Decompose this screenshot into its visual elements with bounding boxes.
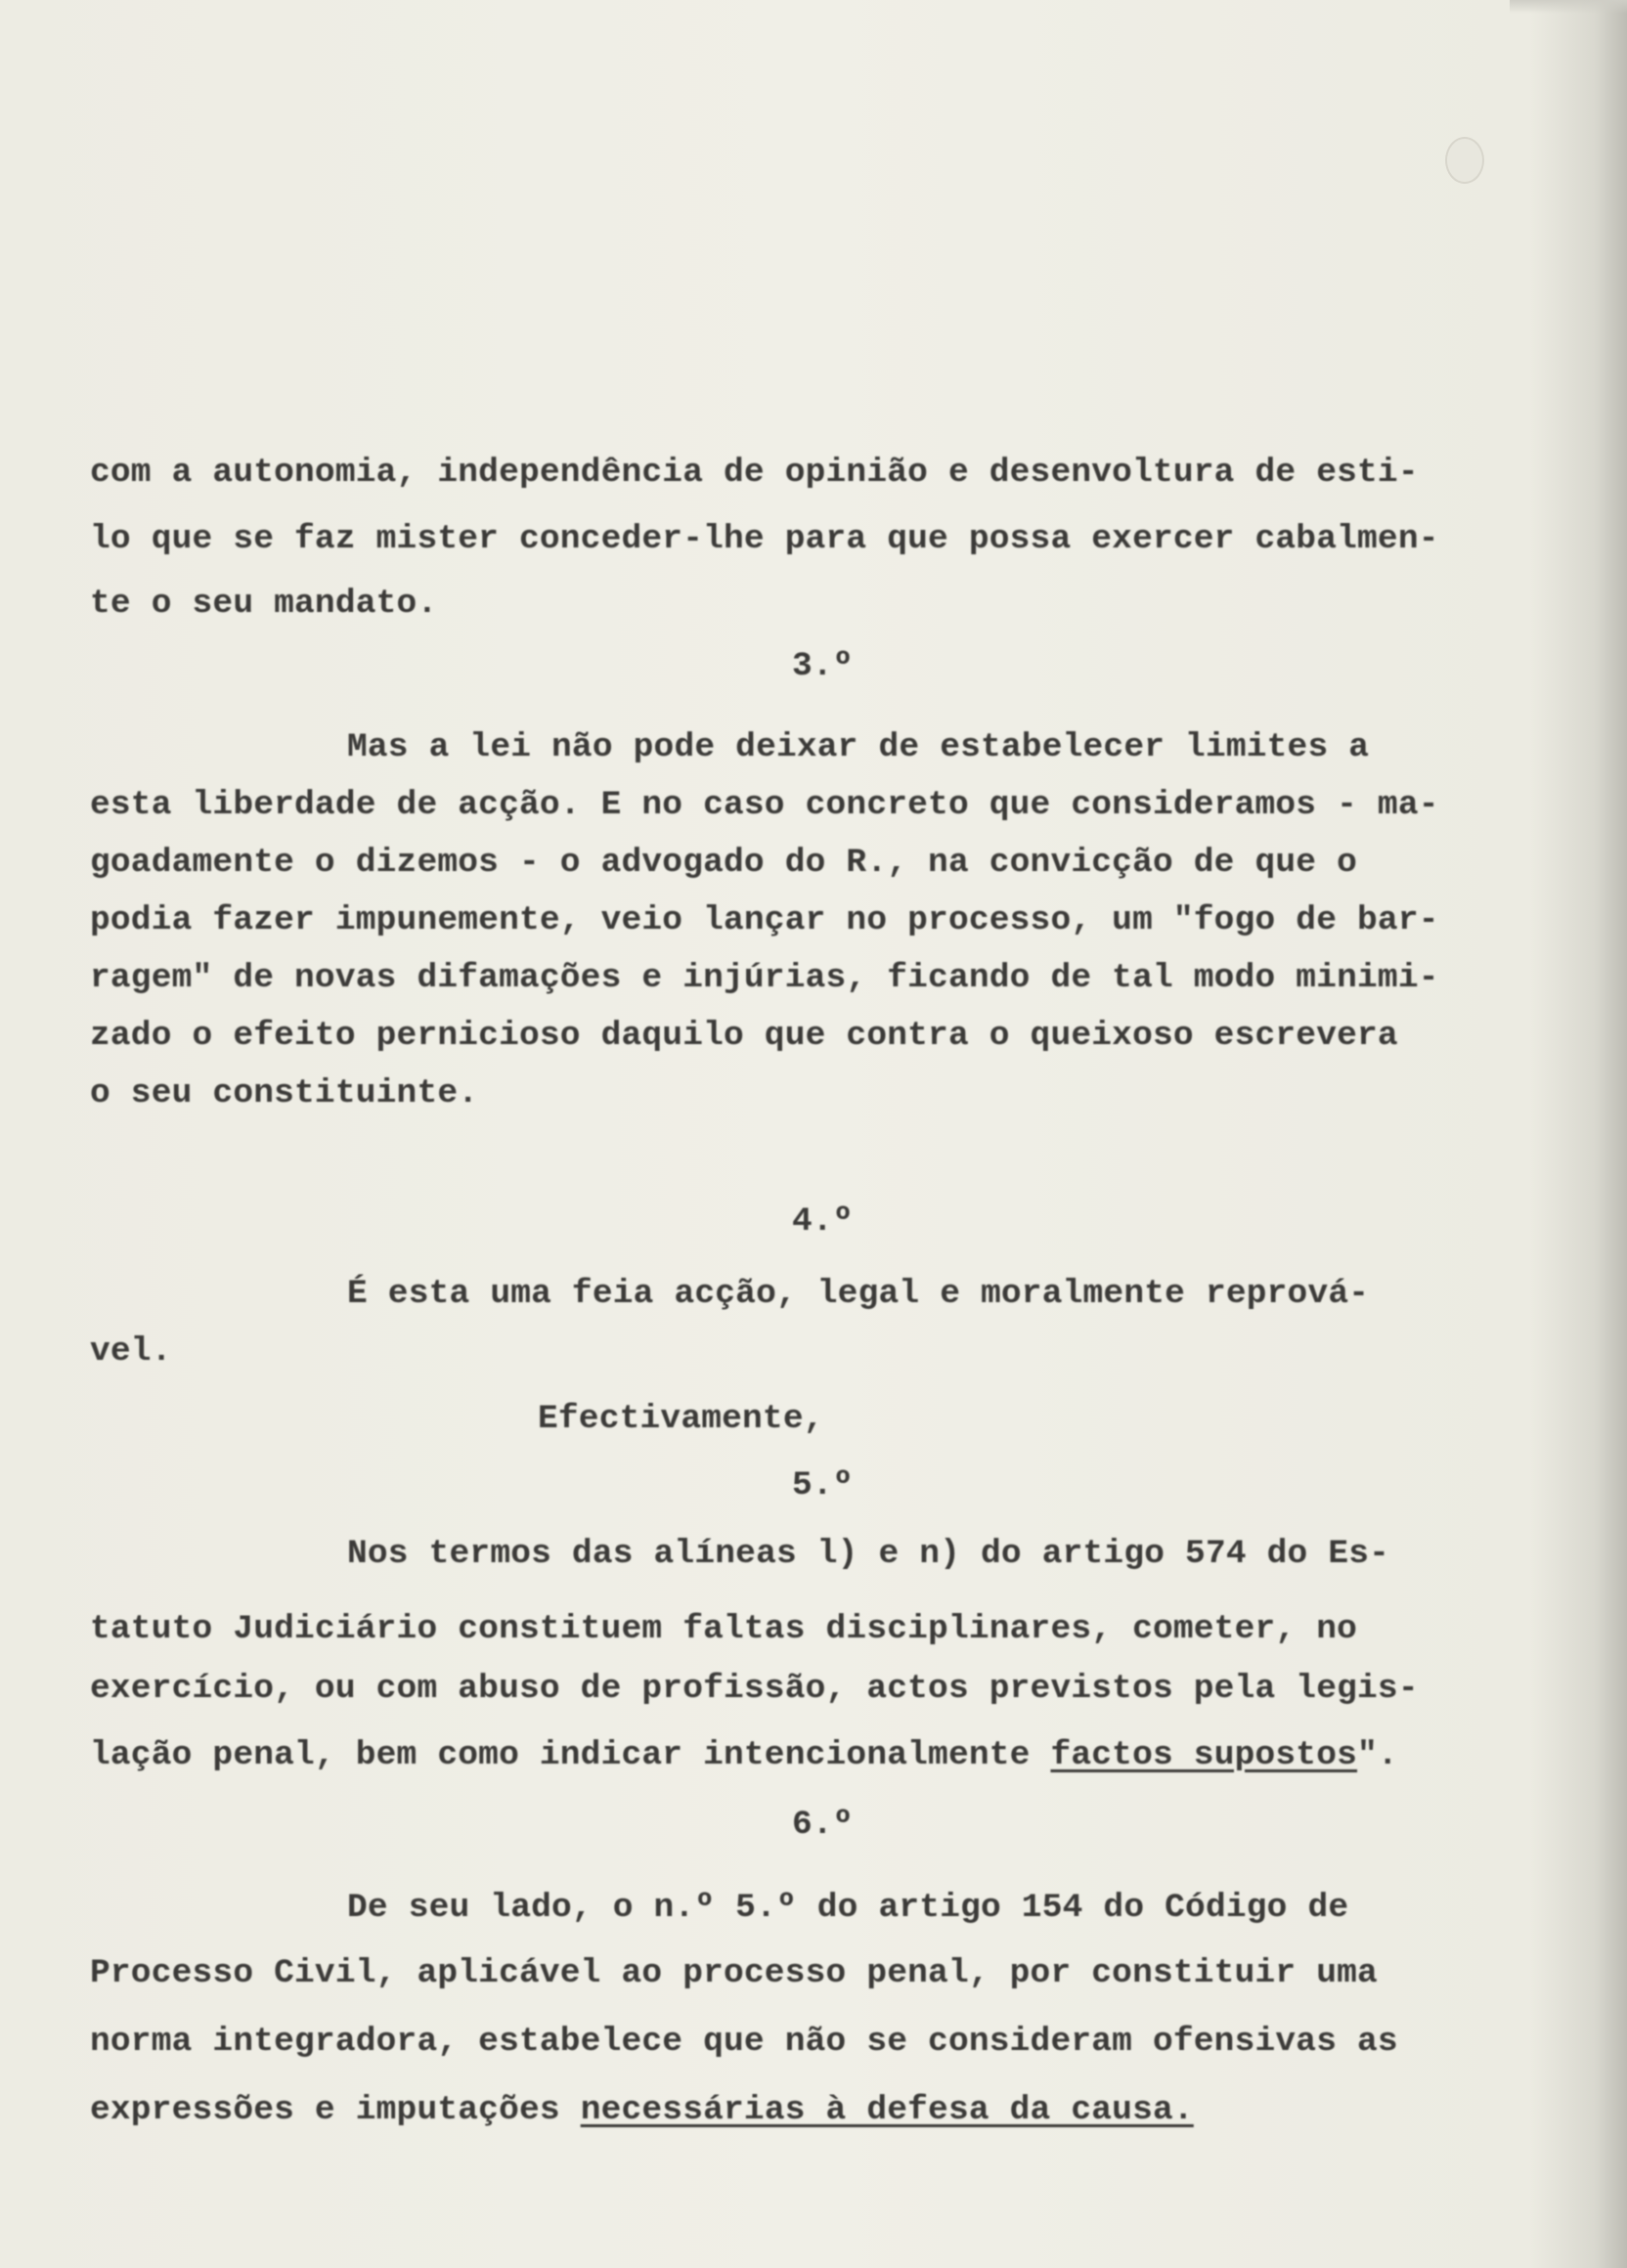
text-line: tatuto Judiciário constituem faltas disciplinares, cometer, no [90,1610,1358,1648]
text-line: vel. [90,1332,172,1371]
text-segment: ". [1357,1736,1398,1774]
text-line: o seu constituinte. [90,1074,479,1112]
text-line: goadamente o dizemos - o advogado do R., na convicção de que o [90,844,1358,882]
text-line: Nos termos das alíneas l) e n) do artigo 574 do Es- [347,1535,1390,1573]
text-line: exercício, ou com abuso de profissão, actos previstos pela legis- [90,1670,1419,1708]
text-line: É esta uma feia acção, legal e moralmente reprová- [347,1275,1370,1313]
text-line: zado o efeito pernicioso daquilo que contra o queixoso escrevera [90,1017,1398,1055]
section-number: 6.º [792,1806,854,1844]
text-segment: expressões e imputações [90,2091,581,2129]
section-number: 4.º [792,1202,854,1241]
text-line: com a autonomia, independência de opinião e desenvoltura de esti- [90,454,1419,492]
text-line [90,2091,1194,2130]
text-segment: lação penal, bem como indicar intencionalmente [90,1736,1051,1774]
text-line: ragem" de novas difamações e injúrias, ficando de tal modo minimi- [90,959,1439,997]
section-number: 3.º [792,647,854,685]
text-line: esta liberdade de acção. E no caso concreto que consideramos - ma- [90,786,1439,824]
text-line: De seu lado, o n.º 5.º do artigo 154 do Código de [347,1889,1349,1927]
underlined-phrase: factos supostos [1050,1736,1358,1774]
text-line: Mas a lei não pode deixar de estabelecer limites a [347,728,1370,766]
text-line: norma integradora, estabelece que não se consideram ofensivas as [90,2023,1398,2061]
text-line: Processo Civil, aplicável ao processo penal, por constituir uma [90,1954,1378,1992]
text-line [90,1736,1398,1775]
section-number: 5.º [792,1466,854,1505]
text-line: te o seu mandato. [90,585,438,623]
page-corner-shadow [1510,0,1627,14]
text-line: Efectivamente, [538,1400,824,1438]
text-line: podia fazer impunemente, veio lançar no processo, um "fogo de bar- [90,901,1439,939]
text-line: lo que se faz mister conceder-lhe para que possa exercer cabalmen- [90,520,1439,558]
perforation-mark [1445,137,1484,184]
underlined-phrase: necessárias à defesa da causa. [580,2091,1194,2129]
